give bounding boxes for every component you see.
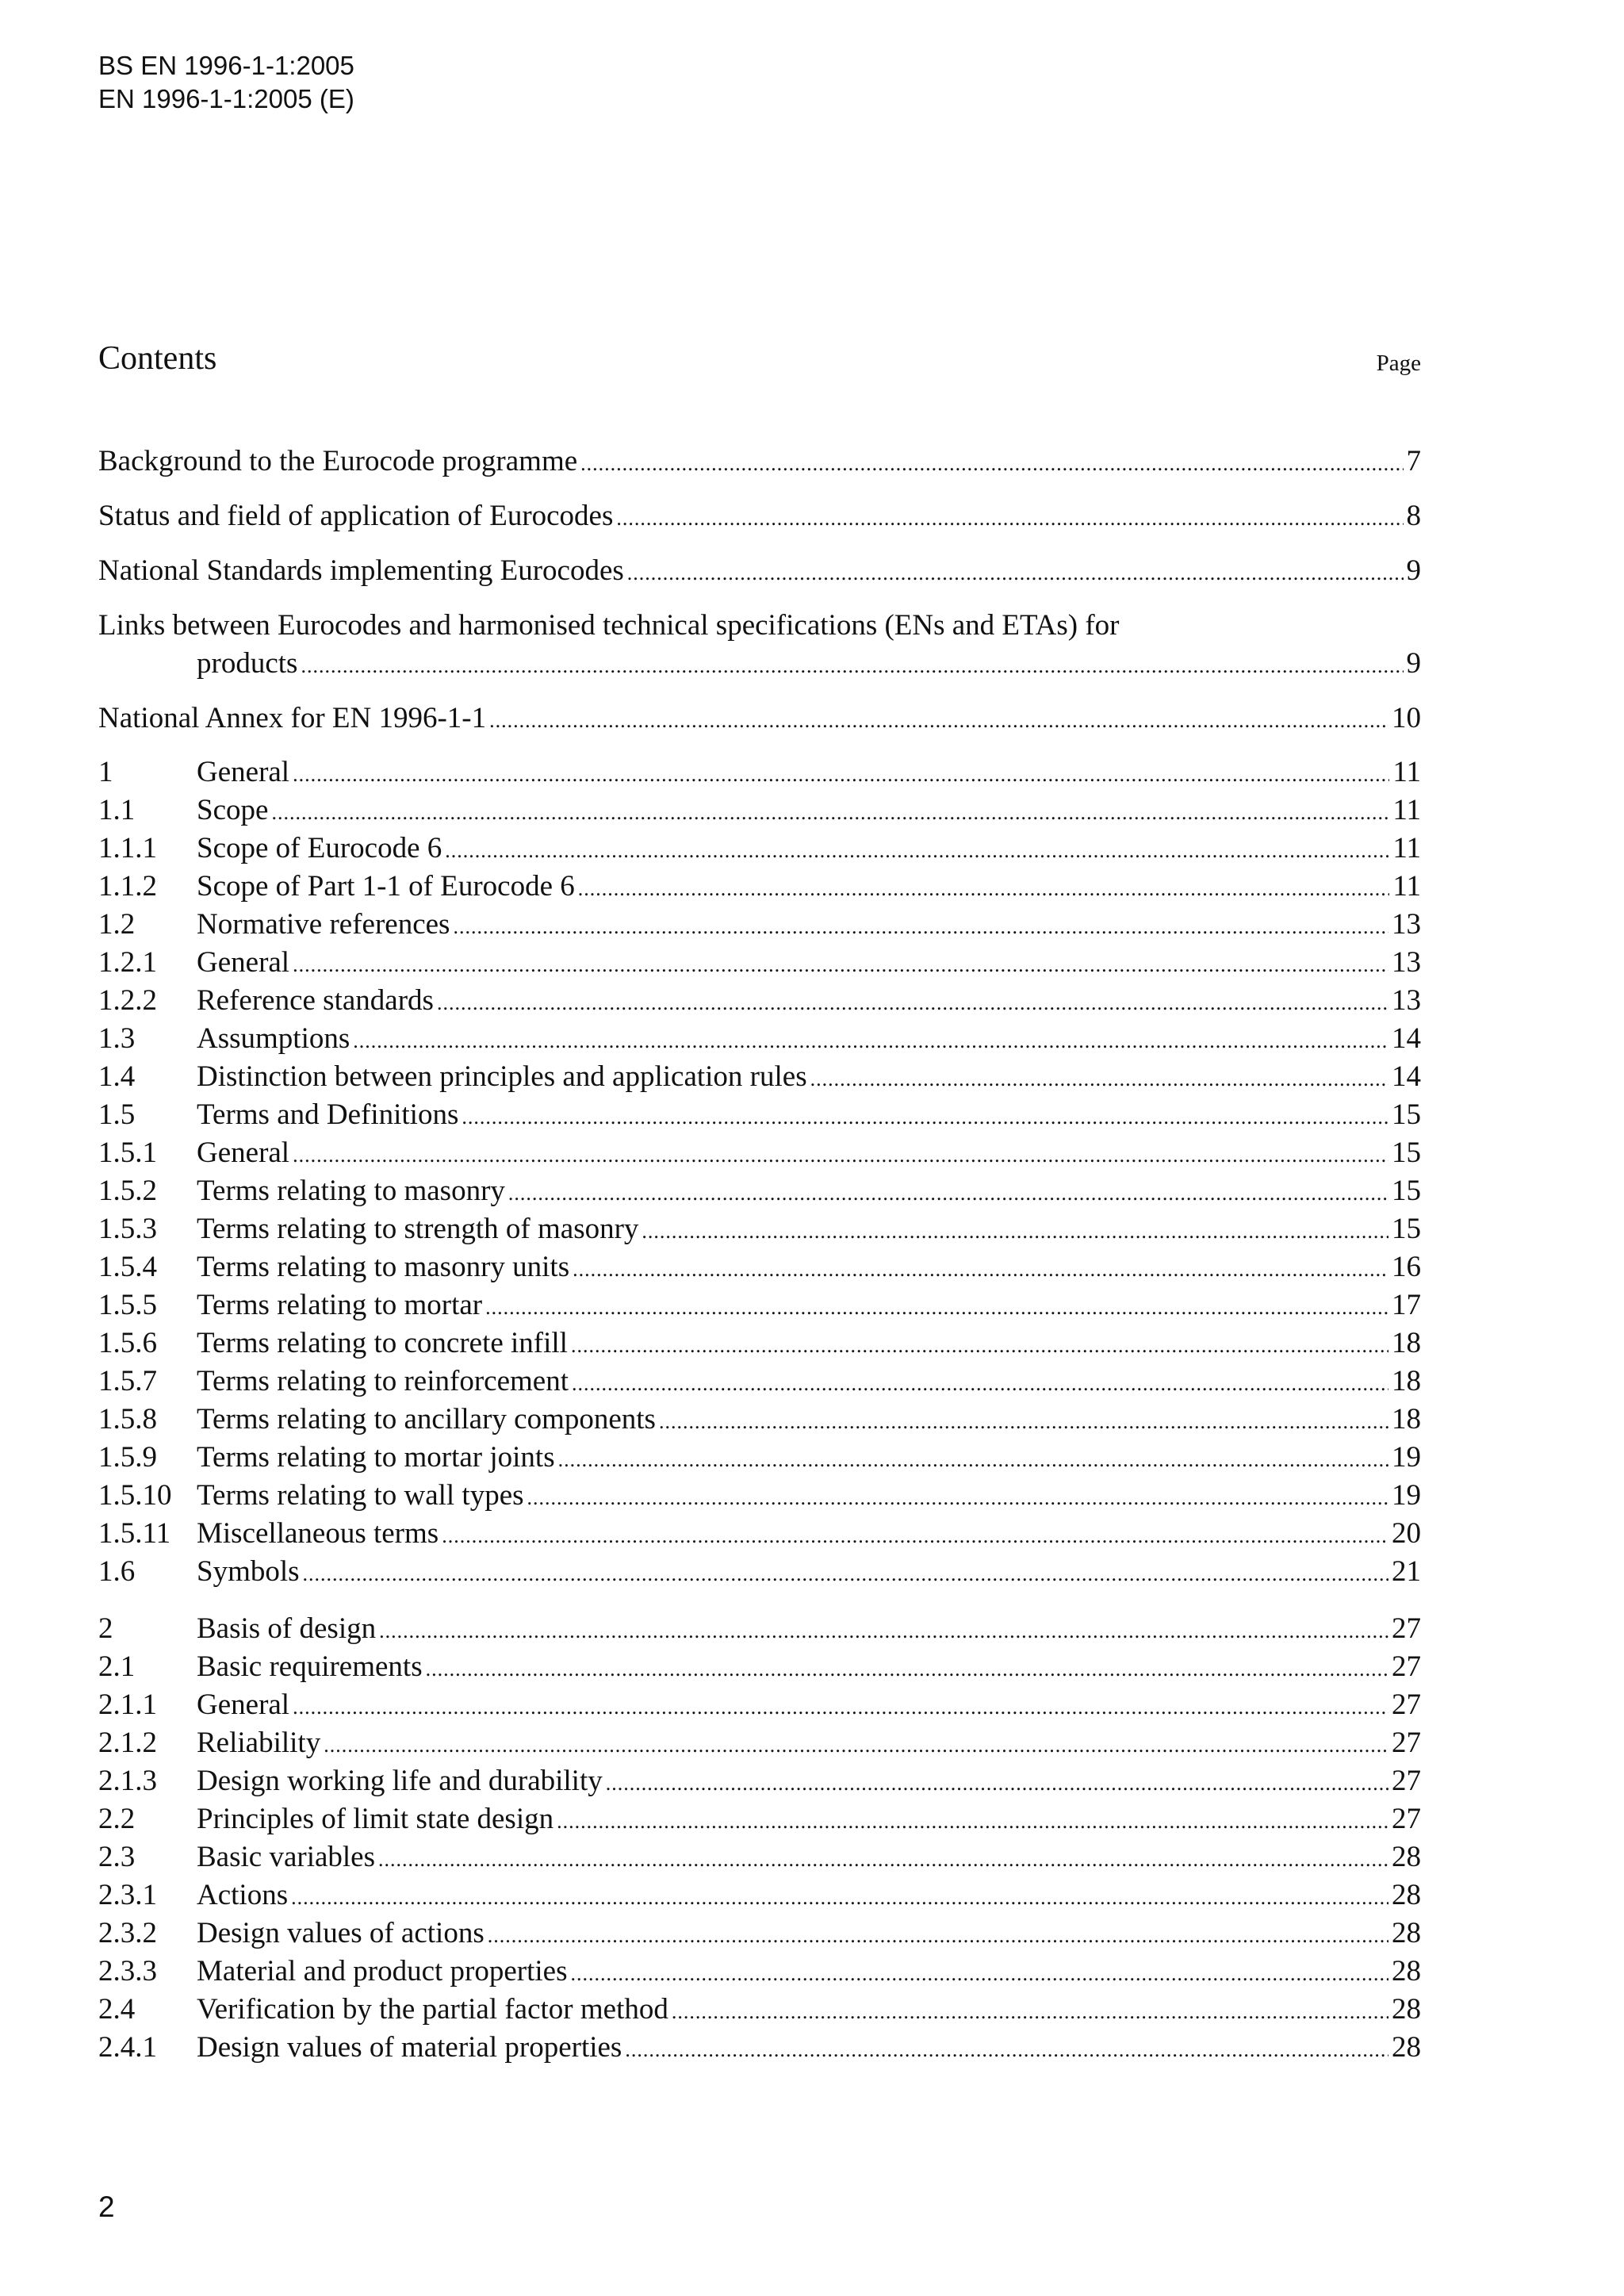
toc-entry-title: Basic requirements	[197, 1650, 423, 1683]
toc-entry-page: 16	[1392, 1251, 1421, 1283]
contents-title: Contents	[98, 340, 217, 377]
toc-entry[interactable]	[98, 1439, 1421, 1477]
page-column-label: Page	[1376, 351, 1421, 376]
dot-leader	[293, 944, 1388, 984]
toc-entry-title: Normative references	[197, 908, 450, 941]
toc-entry-title: Terms relating to masonry	[197, 1175, 505, 1207]
toc-entry[interactable]	[98, 1724, 1421, 1762]
toc-entry-page: 11	[1392, 794, 1421, 826]
toc-entry-page: 18	[1392, 1365, 1421, 1397]
toc-entry-title: Distinction between principles and application rules	[197, 1060, 807, 1093]
toc-entry-page: 15	[1392, 1137, 1421, 1169]
toc-entry[interactable]	[98, 1953, 1421, 1991]
toc-entry-page: 15	[1392, 1098, 1421, 1131]
toc-entry-page: 28	[1392, 1879, 1421, 1911]
dot-leader	[606, 1762, 1388, 1803]
toc-entry-number: 1.5.8	[98, 1403, 157, 1435]
toc-entry-title: Symbols	[197, 1555, 300, 1588]
toc-entry-page: 7	[1406, 445, 1421, 477]
toc-entry-page: 11	[1392, 870, 1421, 903]
toc-entry-number: 2.3.2	[98, 1917, 157, 1949]
dot-leader	[293, 1134, 1388, 1175]
toc-entry[interactable]	[98, 944, 1421, 982]
toc-entry[interactable]	[98, 792, 1421, 830]
toc-entry-title: Scope	[197, 794, 269, 826]
toc-entry-number: 1.1.1	[98, 832, 157, 864]
toc-entry-title: Reference standards	[197, 984, 434, 1017]
toc-entry-page: 11	[1392, 756, 1421, 788]
toc-entry-title: Scope of Part 1-1 of Eurocode 6	[197, 870, 575, 903]
toc-entry[interactable]	[98, 1096, 1421, 1134]
toc-section-2-list	[98, 1610, 1421, 2067]
toc-entry-number: 1.5.4	[98, 1251, 157, 1283]
dot-leader	[573, 1248, 1388, 1289]
dot-leader	[353, 1020, 1388, 1060]
toc-entry-title: Basic variables	[197, 1841, 375, 1873]
toc-entry-number: 1.5.5	[98, 1289, 157, 1321]
toc-entry[interactable]	[98, 1134, 1421, 1172]
toc-entry-page: 18	[1392, 1327, 1421, 1359]
toc-entry-page: 28	[1392, 1955, 1421, 1987]
toc-entry-number: 2.1	[98, 1650, 136, 1683]
dot-leader	[437, 982, 1388, 1022]
document-header	[98, 49, 354, 116]
toc-entry-number: 2	[98, 1612, 113, 1645]
toc-entry-number: 1.5.10	[98, 1479, 172, 1512]
toc-entry-page: 14	[1392, 1060, 1421, 1093]
toc-entry[interactable]	[98, 1991, 1421, 2029]
toc-entry-title: Scope of Eurocode 6	[197, 832, 442, 864]
toc-entry-title: Status and field of application of Eurocodes	[98, 500, 614, 532]
contents-heading-row	[98, 339, 1421, 378]
dot-leader	[301, 645, 1403, 685]
dot-leader	[462, 1096, 1388, 1137]
toc-entry-title: Terms relating to strength of masonry	[197, 1213, 639, 1245]
toc-entry-page: 10	[1392, 702, 1421, 734]
dot-leader	[570, 1953, 1388, 1993]
toc-entry-page: 18	[1392, 1403, 1421, 1435]
toc-entry-page: 28	[1392, 1993, 1421, 2026]
toc-entry-number: 1.5.1	[98, 1137, 157, 1169]
toc-entry[interactable]	[98, 1401, 1421, 1439]
dot-leader	[293, 1686, 1388, 1727]
dot-leader	[303, 1553, 1388, 1593]
toc-entry[interactable]	[98, 1324, 1421, 1363]
toc-entry[interactable]	[98, 1020, 1421, 1058]
toc-entry-title: Terms relating to ancillary components	[197, 1403, 656, 1435]
toc-entry-page: 15	[1392, 1175, 1421, 1207]
toc-entry-title: Terms relating to concrete infill	[197, 1327, 568, 1359]
dot-leader	[625, 2029, 1388, 2069]
toc-entry-page: 11	[1392, 832, 1421, 864]
toc-entry[interactable]	[98, 1515, 1421, 1553]
toc-entry-title: National Annex for EN 1996-1-1	[98, 702, 487, 734]
toc-entry-number: 1.6	[98, 1555, 136, 1588]
toc-entry[interactable]	[98, 1553, 1421, 1591]
toc-entry-number: 1.2	[98, 908, 136, 941]
toc-entry-title: Terms relating to masonry units	[197, 1251, 570, 1283]
toc-entry[interactable]	[98, 1838, 1421, 1876]
toc-entry-page: 28	[1392, 1841, 1421, 1873]
toc-entry-page: 13	[1392, 984, 1421, 1017]
toc-entry-page: 28	[1392, 2031, 1421, 2064]
toc-entry-title: Verification by the partial factor method	[197, 1993, 668, 2026]
dot-leader	[293, 753, 1389, 794]
toc-entry-number: 1.5.7	[98, 1365, 157, 1397]
toc-entry[interactable]	[98, 982, 1421, 1020]
dot-leader	[445, 830, 1389, 870]
toc-entry-page: 27	[1392, 1612, 1421, 1645]
toc-entry-status[interactable]	[98, 497, 1421, 535]
dot-leader	[324, 1724, 1388, 1765]
toc-entry-page: 28	[1392, 1917, 1421, 1949]
toc-entry-page: 14	[1392, 1022, 1421, 1055]
toc-entry-number: 2.3	[98, 1841, 136, 1873]
dot-leader	[557, 1800, 1388, 1841]
toc-entry-page: 27	[1392, 1650, 1421, 1683]
toc-entry-continuation	[98, 645, 1421, 683]
toc-entry-title: Background to the Eurocode programme	[98, 445, 578, 477]
toc-entry-title: General	[197, 1688, 290, 1721]
toc-entry-title: Terms and Definitions	[197, 1098, 459, 1131]
toc-entry-number: 1	[98, 756, 113, 788]
toc-entry-number: 2.4.1	[98, 2031, 157, 2064]
dot-leader	[572, 1363, 1388, 1403]
toc-entry-number: 1.5.9	[98, 1441, 157, 1474]
toc-entry-number: 1.5.11	[98, 1517, 171, 1550]
standard-id: BS EN 1996-1-1:2005	[98, 51, 354, 80]
toc-entry-title: Terms relating to mortar	[197, 1289, 483, 1321]
dot-leader	[527, 1477, 1388, 1517]
toc-entry-number: 1.3	[98, 1022, 136, 1055]
toc-section-1-list	[98, 753, 1421, 1591]
dot-leader	[578, 868, 1390, 908]
toc-entry-number: 1.1.2	[98, 870, 157, 903]
toc-entry-number: 1.5.2	[98, 1175, 157, 1207]
toc-entry[interactable]	[98, 2029, 1421, 2067]
toc-entry-title: Links between Eurocodes and harmonised technical specifications (ENs and ETAs) for	[98, 609, 1120, 642]
toc-entry-background[interactable]	[98, 443, 1421, 481]
dot-leader	[810, 1058, 1388, 1098]
toc-entry-page: 27	[1392, 1688, 1421, 1721]
dot-leader	[659, 1401, 1388, 1441]
toc-entry[interactable]	[98, 1286, 1421, 1324]
toc-entry[interactable]	[98, 1648, 1421, 1686]
toc-entry-title: Principles of limit state design	[197, 1803, 554, 1835]
toc-entry-title: General	[197, 1137, 290, 1169]
toc-entry-number: 1.5.6	[98, 1327, 157, 1359]
toc-entry-page: 27	[1392, 1765, 1421, 1797]
toc-entry-page: 27	[1392, 1727, 1421, 1759]
toc-entry[interactable]	[98, 1876, 1421, 1915]
toc-entry-title: General	[197, 756, 290, 788]
toc-entry-title: Actions	[197, 1879, 289, 1911]
dot-leader	[291, 1876, 1388, 1917]
toc-entry-title: Design working life and durability	[197, 1765, 603, 1797]
standard-id-european: EN 1996-1-1:2005 (E)	[98, 84, 354, 113]
dot-leader	[488, 1915, 1388, 1955]
toc-entry[interactable]	[98, 1248, 1421, 1286]
toc-entry-national-standards[interactable]	[98, 552, 1421, 590]
toc-entry-number: 2.1.1	[98, 1688, 157, 1721]
dot-leader	[508, 1172, 1388, 1213]
dot-leader	[558, 1439, 1388, 1479]
dot-leader	[642, 1210, 1388, 1251]
toc-entry-links[interactable]	[98, 607, 1421, 683]
toc-entry-title: Terms relating to reinforcement	[197, 1365, 569, 1397]
toc-entry-number: 2.2	[98, 1803, 136, 1835]
toc-entry[interactable]	[98, 906, 1421, 944]
dot-leader	[571, 1324, 1388, 1365]
toc-entry[interactable]	[98, 1172, 1421, 1210]
dot-leader	[616, 497, 1403, 538]
dot-leader	[580, 443, 1403, 483]
toc-entry-title: Miscellaneous terms	[197, 1517, 439, 1550]
dot-leader	[379, 1610, 1388, 1650]
toc-entry-number: 1.5	[98, 1098, 136, 1131]
dot-leader	[426, 1648, 1388, 1688]
toc-entry-number: 1.1	[98, 794, 136, 826]
toc-entry-title: Design values of material properties	[197, 2031, 622, 2064]
toc-entry[interactable]	[98, 1058, 1421, 1096]
toc-entry-page: 13	[1392, 946, 1421, 979]
toc-entry-title: National Standards implementing Eurocodes	[98, 554, 624, 587]
toc-entry-page: 8	[1406, 500, 1421, 532]
toc-entry[interactable]	[98, 830, 1421, 868]
toc-entry-number: 1.5.3	[98, 1213, 157, 1245]
toc-entry-title: Terms relating to mortar joints	[197, 1441, 555, 1474]
dot-leader	[453, 906, 1388, 946]
toc-entry-page: 9	[1406, 647, 1421, 680]
toc-entry-number: 2.1.3	[98, 1765, 157, 1797]
dot-leader	[271, 792, 1389, 832]
toc-entry-title: General	[197, 946, 290, 979]
toc-entry-page: 13	[1392, 908, 1421, 941]
dot-leader	[485, 1286, 1388, 1327]
toc-entry-page: 21	[1392, 1555, 1421, 1588]
toc-entry[interactable]	[98, 753, 1421, 792]
toc-entry-number: 2.3.3	[98, 1955, 157, 1987]
page-number: 2	[98, 2191, 115, 2223]
toc-entry-page: 19	[1392, 1441, 1421, 1474]
toc-entry[interactable]	[98, 1915, 1421, 1953]
toc-entry-number: 1.4	[98, 1060, 136, 1093]
toc-entry[interactable]	[98, 868, 1421, 906]
toc-entry[interactable]	[98, 1686, 1421, 1724]
dot-leader	[378, 1838, 1388, 1879]
dot-leader	[672, 1991, 1388, 2031]
toc-entry-title: Assumptions	[197, 1022, 350, 1055]
toc-entry-page: 20	[1392, 1517, 1421, 1550]
toc-entry-national-annex[interactable]	[98, 700, 1421, 738]
toc-entry-number: 2.1.2	[98, 1727, 157, 1759]
toc-entry-number: 1.2.1	[98, 946, 157, 979]
toc-entry[interactable]	[98, 1477, 1421, 1515]
toc-entry[interactable]	[98, 1210, 1421, 1248]
toc-entry[interactable]	[98, 1800, 1421, 1838]
dot-leader	[489, 700, 1388, 740]
toc-entry[interactable]	[98, 1762, 1421, 1800]
toc-entry-page: 19	[1392, 1479, 1421, 1512]
toc-entry-page: 17	[1392, 1289, 1421, 1321]
toc-entry-title: Material and product properties	[197, 1955, 568, 1987]
toc-entry-title: Design values of actions	[197, 1917, 485, 1949]
dot-leader	[442, 1515, 1388, 1555]
toc-entry-title-cont: products	[197, 647, 298, 680]
toc-entry-title: Terms relating to wall types	[197, 1479, 524, 1512]
toc-entry[interactable]	[98, 1610, 1421, 1648]
toc-entry-title: Basis of design	[197, 1612, 377, 1645]
toc-entry[interactable]	[98, 1363, 1421, 1401]
toc-entry-page: 9	[1406, 554, 1421, 587]
toc-entry-page: 15	[1392, 1213, 1421, 1245]
toc-entry-title: Reliability	[197, 1727, 321, 1759]
toc-intro-list	[98, 443, 1421, 738]
toc-entry-number: 2.3.1	[98, 1879, 157, 1911]
toc-entry-number: 2.4	[98, 1993, 136, 2026]
toc-entry-page: 27	[1392, 1803, 1421, 1835]
dot-leader	[627, 552, 1404, 592]
toc-entry-number: 1.2.2	[98, 984, 157, 1017]
